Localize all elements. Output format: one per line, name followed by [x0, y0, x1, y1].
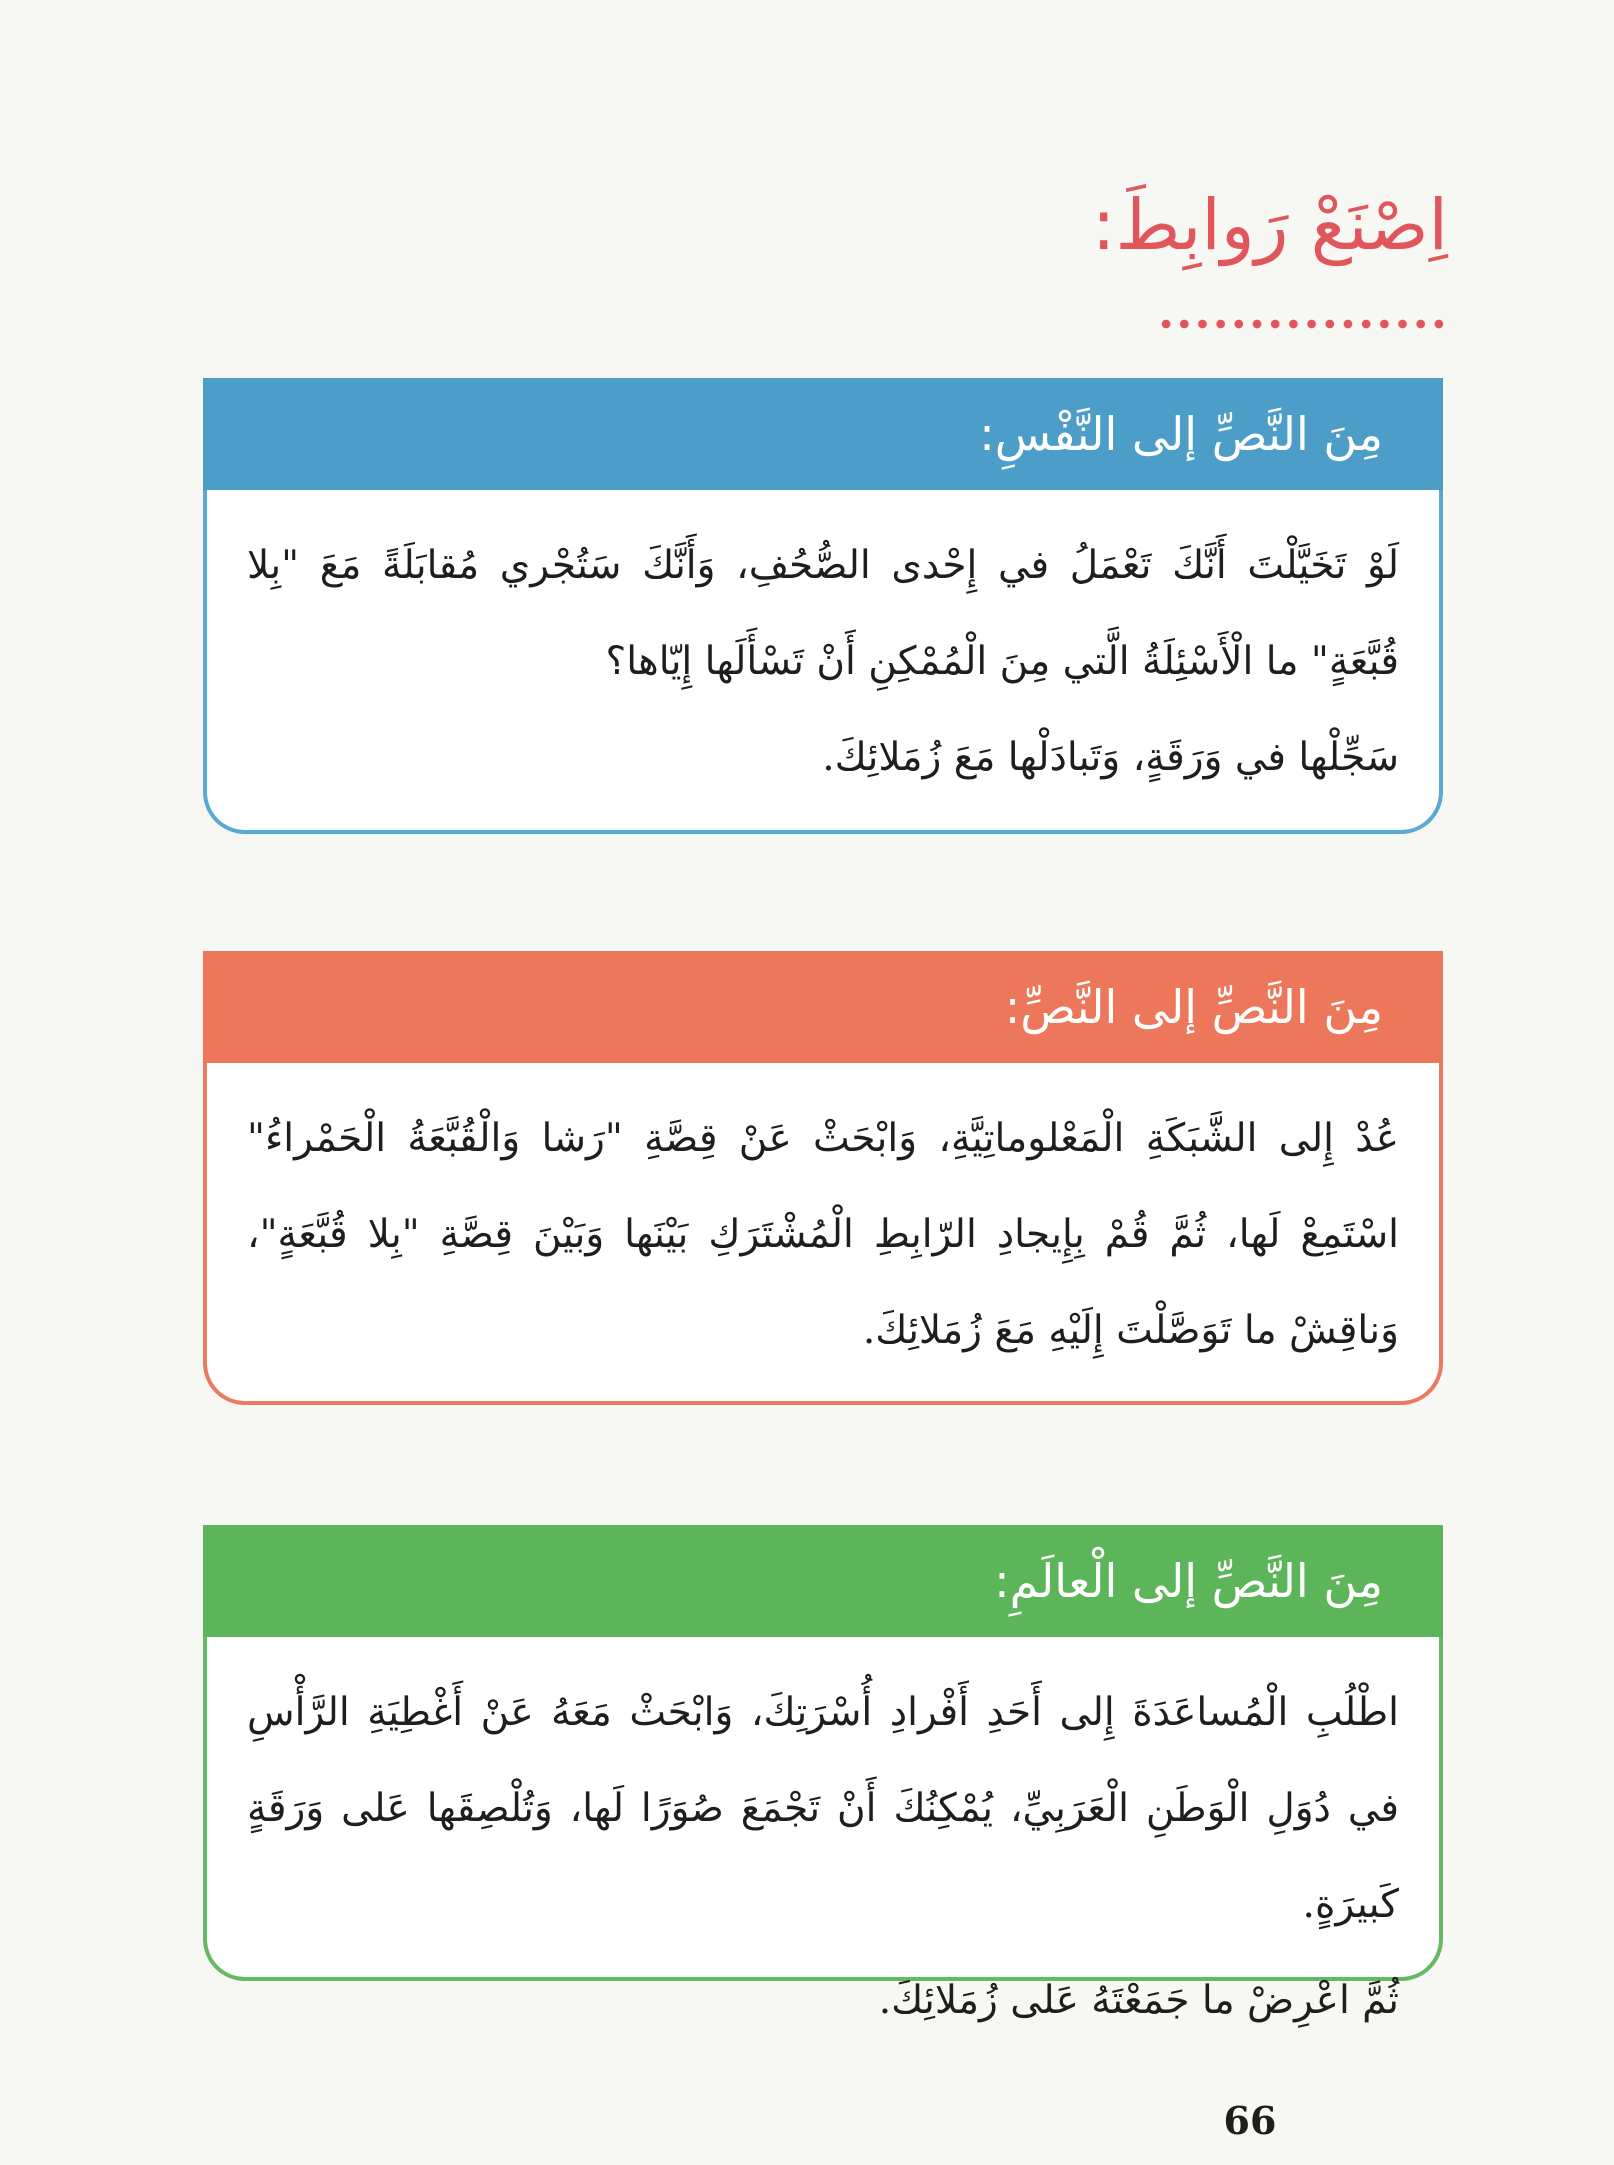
page-title: اِصْنَعْ رَوابِطَ:: [1091, 184, 1448, 266]
card-header: [203, 378, 1443, 490]
card-body: [207, 1063, 1439, 1379]
card-text-to-world: [203, 1525, 1443, 2023]
card-header: [203, 951, 1443, 1063]
card-text-to-self: [203, 378, 1443, 834]
card-text: لَوْ تَخَيَّلْتَ أَنَّكَ تَعْمَلُ في إِحْدى الصُّحُفِ، وَأَنَّكَ سَتُجْري مُقابَلَةً مَعَ "بِلا قُبَّعَةٍ" ما الْأَسْئِلَةُ الَّتي مِنَ الْمُمْكِنِ أَنْ تَسْأَلَها إِيّاها؟: [247, 543, 1399, 684]
card-title: مِنَ النَّصِّ إلى الْعالَمِ:: [994, 1554, 1383, 1608]
title-dotted-underline: [1158, 318, 1448, 330]
card-text: عُدْ إِلى الشَّبَكَةِ الْمَعْلوماتِيَّةِ، وَابْحَثْ عَنْ قِصَّةِ "رَشا وَالْقُبَّعَةُ الْحَمْراءُ" اسْتَمِعْ لَها، ثُمَّ قُمْ بِإِيجادِ الرّابِطِ الْمُشْتَرَكِ بَيْنَها وَبَيْنَ قِصَّةِ "بِلا قُبَّعَةٍ"، وَناقِشْ ما تَوَصَّلْتَ إِلَيْهِ مَعَ زُمَلائِكَ.: [247, 1116, 1399, 1353]
card-text-to-text: [203, 951, 1443, 1405]
page-number: 66: [1223, 2098, 1277, 2143]
card-body: [207, 490, 1439, 806]
card-text-2: سَجِّلْها في وَرَقَةٍ، وَتَبادَلْها مَعَ زُمَلائِكَ.: [822, 735, 1399, 780]
card-text-2: ثُمَّ اعْرِضْ ما جَمَعْتَهُ عَلى زُمَلائِكَ.: [878, 1978, 1399, 2023]
card-title: مِنَ النَّصِّ إلى النَّصِّ:: [1004, 980, 1383, 1034]
card-title: مِنَ النَّصِّ إلى النَّفْسِ:: [979, 407, 1383, 461]
card-text: اطْلُبِ الْمُساعَدَةَ إِلى أَحَدِ أَفْرادِ أُسْرَتِكَ، وَابْحَثْ مَعَهُ عَنْ أَغْطِيَةِ الرَّأْسِ في دُوَلِ الْوَطَنِ الْعَرَبِيِّ، يُمْكِنُكَ أَنْ تَجْمَعَ صُوَرًا لَها، وَتُلْصِقَها عَلى وَرَقَةٍ كَبيرَةٍ.: [247, 1690, 1399, 1927]
card-body: [207, 1637, 1439, 2049]
card-header: [203, 1525, 1443, 1637]
